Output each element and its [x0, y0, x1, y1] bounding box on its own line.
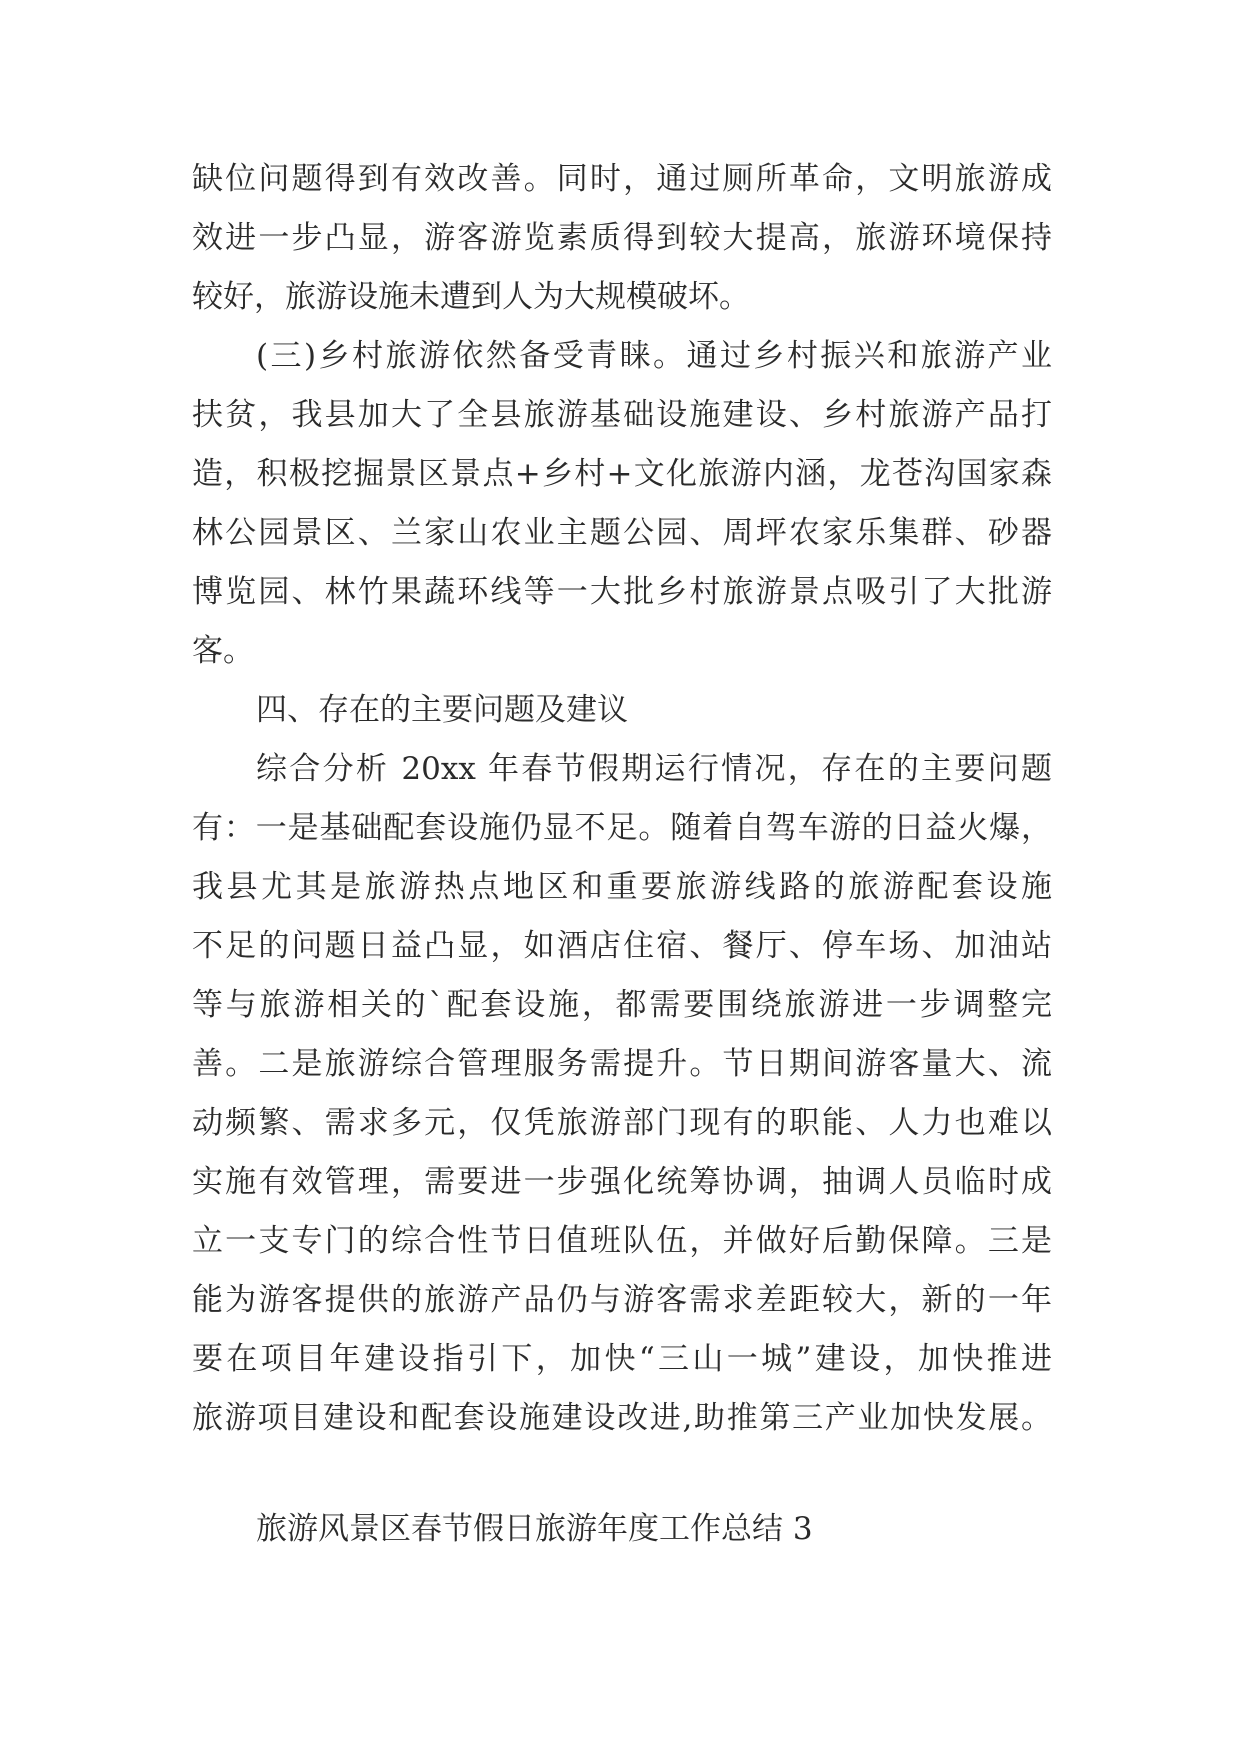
- paragraph-3-line-8: 实施有效管理，需要进一步强化统筹协调，抽调人员临时成: [192, 1164, 1052, 1200]
- paragraph-1-line-1: 缺位问题得到有效改善。同时，通过厕所革命，文明旅游成: [192, 161, 1052, 197]
- paragraph-2-line-1: (三)乡村旅游依然备受青睐。通过乡村振兴和旅游产业: [256, 338, 1052, 374]
- paragraph-2-line-2: 扶贫，我县加大了全县旅游基础设施建设、乡村旅游产品打: [192, 397, 1052, 433]
- section-heading: 四、存在的主要问题及建议: [256, 692, 628, 728]
- paragraph-3-line-4: 不足的问题日益凸显，如酒店住宿、餐厅、停车场、加油站: [192, 928, 1052, 964]
- paragraph-2-line-6: 客。: [192, 633, 254, 669]
- paragraph-3-line-10: 能为游客提供的旅游产品仍与游客需求差距较大，新的一年: [192, 1282, 1052, 1318]
- paragraph-3-line-5: 等与旅游相关的`配套设施，都需要围绕旅游进一步调整完: [192, 987, 1052, 1023]
- paragraph-3-line-6: 善。二是旅游综合管理服务需提升。节日期间游客量大、流: [192, 1046, 1052, 1082]
- paragraph-2-line-3: 造，积极挖掘景区景点+乡村+文化旅游内涵，龙苍沟国家森: [192, 456, 1052, 492]
- paragraph-2-line-5: 博览园、林竹果蔬环线等一大批乡村旅游景点吸引了大批游: [192, 574, 1052, 610]
- paragraph-3-line-11: 要在项目年建设指引下，加快“三山一城”建设，加快推进: [192, 1341, 1052, 1377]
- paragraph-3-line-7: 动频繁、需求多元，仅凭旅游部门现有的职能、人力也难以: [192, 1105, 1052, 1141]
- paragraph-1-line-3: 较好，旅游设施未遭到人为大规模破坏。: [192, 279, 750, 315]
- paragraph-3-line-12: 旅游项目建设和配套设施建设改进,助推第三产业加快发展。: [192, 1400, 1052, 1436]
- paragraph-1-line-2: 效进一步凸显，游客游览素质得到较大提高，旅游环境保持: [192, 220, 1052, 256]
- paragraph-3-line-1: 综合分析 20xx 年春节假期运行情况，存在的主要问题: [256, 751, 1052, 787]
- paragraph-2-line-4: 林公园景区、兰家山农业主题公园、周坪农家乐集群、砂器: [192, 515, 1052, 551]
- paragraph-3-line-9: 立一支专门的综合性节日值班队伍，并做好后勤保障。三是: [192, 1223, 1052, 1259]
- next-section-title: 旅游风景区春节假日旅游年度工作总结 3: [256, 1511, 813, 1547]
- paragraph-3-line-3: 我县尤其是旅游热点地区和重要旅游线路的旅游配套设施: [192, 869, 1052, 905]
- paragraph-3-line-2: 有：一是基础配套设施仍显不足。随着自驾车游的日益火爆，: [192, 810, 1052, 846]
